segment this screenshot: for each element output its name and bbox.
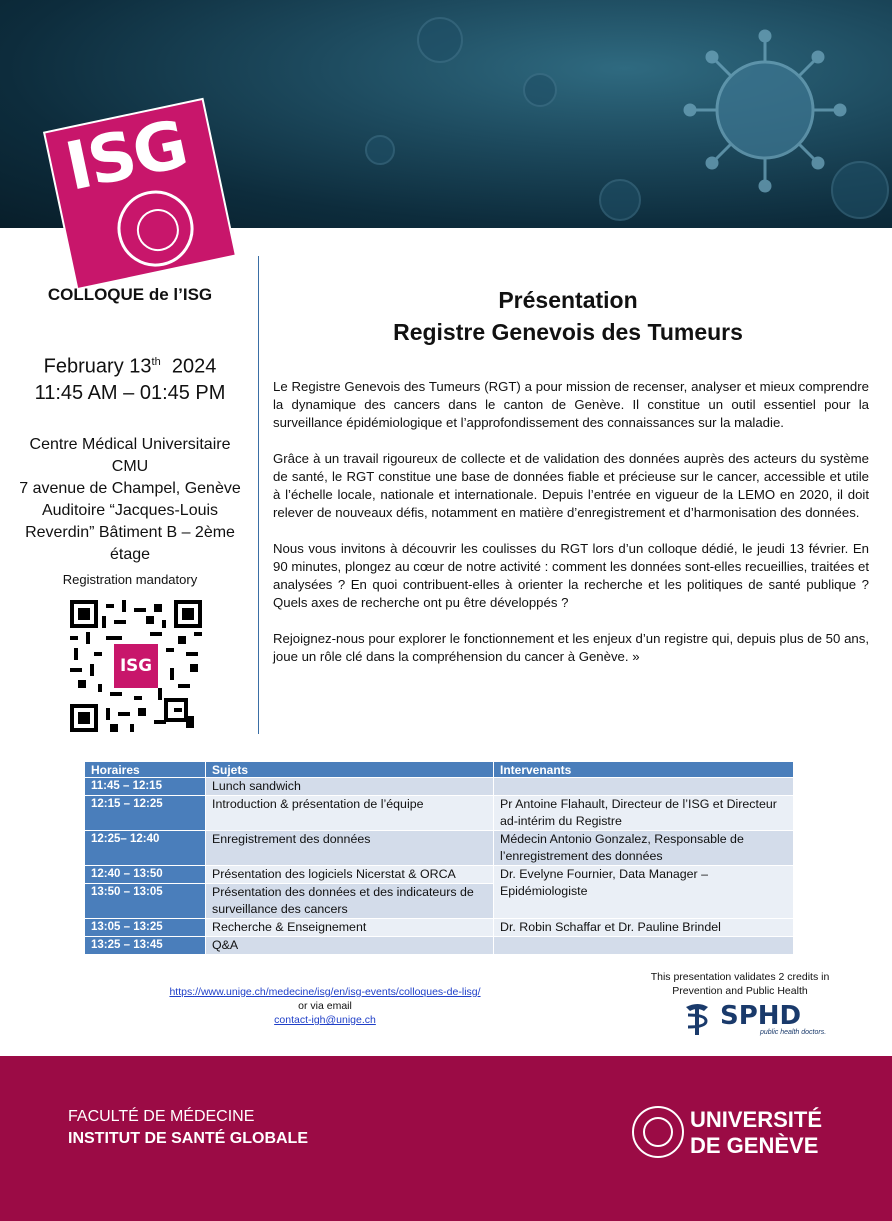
paragraph: Le Registre Genevois des Tumeurs (RGT) a pour mission de recenser, analyser et mieux comprendre la dynamique des cancers dans le canton de Genève. Il constitue un outil essentiel pour la surveillance épidémiologique et l’approfondissement des connaissances sur la maladie. bbox=[273, 379, 869, 430]
credits-line1: This presentation validates 2 credits in bbox=[650, 971, 830, 983]
date-sup: th bbox=[151, 356, 161, 368]
cell-subject: Enregistrement des données bbox=[206, 831, 494, 866]
institute-name: INSTITUT DE SANTÉ GLOBALE bbox=[68, 1130, 308, 1147]
cell-time: 12:25– 12:40 bbox=[85, 831, 206, 866]
credits-line2: Prevention and Public Health bbox=[672, 985, 808, 997]
paragraph: Grâce à un travail rigoureux de collecte et de validation des données auprès des acteurs du système de santé, le RGT constitue une base de données fiable et précieuse sur le cancer, accessible et utile à l’échelle locale, nationale et internationale. Depuis l’entrée en vigueur de la LEMO en 2020, il doit relever de nouveaux défis, notamment en matière d’enregistrement et d’harmonisation des données. bbox=[273, 451, 869, 520]
cell-time: 11:45 – 12:15 bbox=[85, 778, 206, 796]
venue-line: étage bbox=[109, 545, 151, 563]
venue-line: 7 avenue de Champel, Genève bbox=[19, 479, 241, 497]
cell-speaker: Dr. Robin Schaffar et Dr. Pauline Brindel bbox=[494, 919, 794, 937]
table-row bbox=[85, 831, 794, 866]
header-sujets: Sujets bbox=[206, 762, 494, 778]
cell-time: 12:40 – 13:50 bbox=[85, 866, 206, 884]
geneva-seal-icon bbox=[110, 183, 200, 273]
cell-speaker bbox=[494, 937, 794, 955]
university-name-line2: DE GENÈVE bbox=[690, 1133, 819, 1158]
cell-time: 12:15 – 12:25 bbox=[85, 796, 206, 831]
page-title bbox=[275, 284, 861, 348]
qr-code-graphic bbox=[70, 600, 202, 732]
cell-speaker: Dr. Evelyne Fournier, Data Manager – Epidémiologiste bbox=[494, 866, 794, 919]
cell-time: 13:25 – 13:45 bbox=[85, 937, 206, 955]
cell-speaker: Médecin Antonio Gonzalez, Responsable de l’enregistrement des données bbox=[494, 831, 794, 866]
cell-subject: Recherche & Enseignement bbox=[206, 919, 494, 937]
unige-seal-icon bbox=[632, 1106, 684, 1158]
sphd-mark-icon bbox=[680, 1001, 714, 1037]
credits-note bbox=[640, 970, 840, 998]
registration-qr-code[interactable] bbox=[70, 600, 202, 732]
cell-subject: Q&A bbox=[206, 937, 494, 955]
schedule-table bbox=[84, 761, 794, 955]
isg-logo-text: ISG bbox=[59, 105, 193, 206]
cell-speaker bbox=[494, 778, 794, 796]
footer bbox=[0, 1056, 892, 1221]
or-email-text: or via email bbox=[298, 1000, 352, 1012]
sphd-wordmark: SPHD bbox=[720, 1001, 802, 1031]
isg-logo bbox=[45, 100, 234, 288]
venue-line: Centre Médical Universitaire bbox=[29, 435, 231, 453]
sphd-tagline: public health doctors. bbox=[760, 1029, 827, 1036]
faculty-name: FACULTÉ DE MÉDECINE bbox=[68, 1108, 255, 1125]
university-name-line1: UNIVERSITÉ bbox=[690, 1107, 823, 1132]
cell-subject: Lunch sandwich bbox=[206, 778, 494, 796]
paragraph: Nous vous invitons à découvrir les coulisses du RGT lors d’un colloque dédié, le jeudi 13 février. En 90 minutes, plongez au cœur de notre activité : comment les données sont-elles recueillies, traitées et analysées ? En quoi contribuent-elles à orienter la recherche et les politiques de santé publique ? Quels axes de recherche ont pu être développés ? bbox=[273, 541, 869, 610]
table-row bbox=[85, 796, 794, 831]
cell-subject: Présentation des logiciels Nicerstat & ORCA bbox=[206, 866, 494, 884]
cell-time: 13:50 – 13:05 bbox=[85, 884, 206, 919]
description bbox=[273, 378, 869, 684]
cell-subject: Présentation des données et des indicateurs de surveillance des cancers bbox=[206, 884, 494, 919]
table-row bbox=[85, 919, 794, 937]
title-line1: Présentation bbox=[498, 287, 638, 313]
table-header-row bbox=[85, 762, 794, 778]
event-url-link[interactable]: https://www.unige.ch/medecine/isg/en/isg-events/colloques-de-lisg/ bbox=[169, 986, 481, 998]
event-time: 11:45 AM – 01:45 PM bbox=[34, 381, 226, 404]
date-year: 2024 bbox=[171, 355, 217, 378]
column-divider bbox=[258, 256, 259, 734]
paragraph: Rejoignez-nous pour explorer le fonctionnement et les enjeux d’un registre qui, depuis plus de 50 ans, joue un rôle clé dans la compréhension du cancer à Genève. » bbox=[273, 631, 869, 664]
registration-note: Registration mandatory bbox=[62, 571, 198, 587]
header-intervenants: Intervenants bbox=[494, 762, 794, 778]
date-main: February 13 bbox=[43, 355, 152, 378]
header-horaires: Horaires bbox=[85, 762, 206, 778]
colloque-title: COLLOQUE de l’ISG bbox=[47, 285, 213, 304]
sphd-logo bbox=[680, 1001, 840, 1039]
cell-time: 13:05 – 13:25 bbox=[85, 919, 206, 937]
title-line2: Registre Genevois des Tumeurs bbox=[393, 319, 743, 345]
venue-line: Reverdin” Bâtiment B – 2ème bbox=[25, 523, 235, 541]
qr-logo-text: ISG bbox=[119, 655, 153, 676]
email-link[interactable]: contact-igh@unige.ch bbox=[274, 1014, 376, 1026]
table-row bbox=[85, 778, 794, 796]
cell-subject: Introduction & présentation de l’équipe bbox=[206, 796, 494, 831]
event-date bbox=[10, 349, 250, 406]
cell-speaker: Pr Antoine Flahault, Directeur de l’ISG et Directeur ad-intérim du Registre bbox=[494, 796, 794, 831]
table-row bbox=[85, 937, 794, 955]
venue-line: CMU bbox=[111, 457, 149, 475]
contact-links bbox=[150, 985, 500, 1027]
event-info bbox=[10, 285, 250, 587]
venue-line: Auditoire “Jacques-Louis bbox=[41, 501, 219, 519]
venue bbox=[10, 434, 250, 566]
table-row bbox=[85, 866, 794, 884]
